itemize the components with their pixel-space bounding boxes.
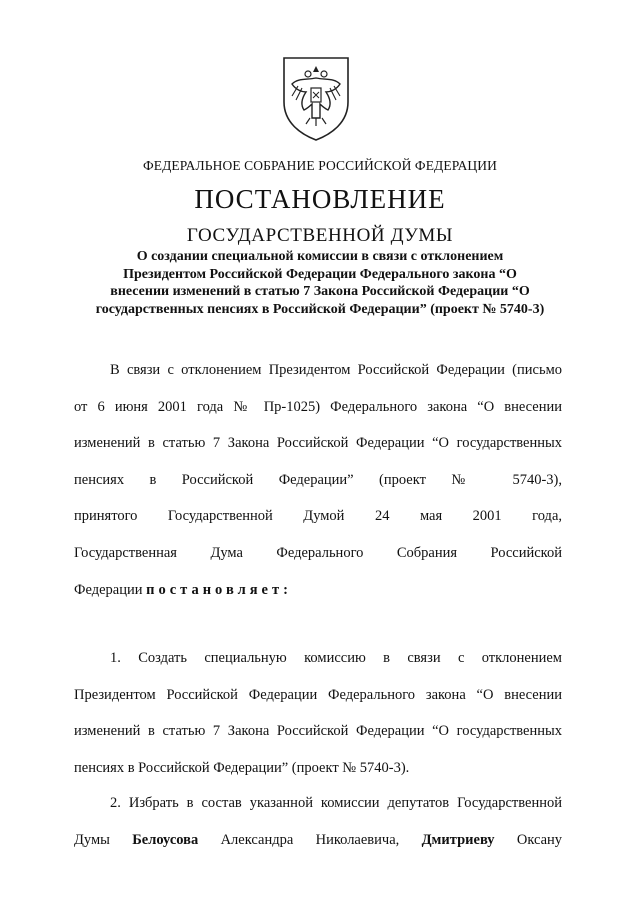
document-subtitle: ГОСУДАРСТВЕННОЙ ДУМЫ [186,225,454,246]
preamble-line: Государственная Дума Федерального Собрания Российской [74,544,562,561]
item-1-paragraph [74,640,562,786]
preamble-line: изменений в статью 7 Закона Российской Федерации “О государственных [74,435,562,452]
document-title: ПОСТАНОВЛЕНИЕ [194,184,446,214]
deputy-surname: Дмитриеву [421,831,495,848]
preamble-last-line [74,572,562,609]
item-1-line: 1. Создать специальную комиссию в связи с отклонением [110,650,562,666]
preamble-last-prefix: Федерации [74,581,147,598]
resolution-verb: постановляет: [146,581,292,598]
item-1-line: пенсиях в Российской Федерации” (проект № 5740-3). [74,759,410,776]
subject-line: О создании специальной комиссии в связи с отклонением [136,249,504,264]
preamble-paragraph [74,352,562,608]
item-2-word: Думы [74,831,110,848]
item-1-line: Президентом Российской Федерации Федерального закона “О внесении [74,686,562,703]
deputy-patronymic: Николаевича, [315,831,400,848]
document-subject [70,248,570,318]
item-1-line: изменений в статью 7 Закона Российской Федерации “О государственных [74,723,562,740]
preamble-line: пенсиях в Российской Федерации” (проект № 5740-3), [74,471,562,488]
subject-line: государственных пенсиях в Российской Федерации” (проект № 5740-3) [95,301,545,317]
deputy-surname: Белоусова [132,831,199,848]
item-2-paragraph [74,785,562,858]
preamble-line: принятого Государственной Думой 24 мая 2001 года, [74,508,562,525]
preamble-line: от 6 июня 2001 года № Пр-1025) Федерального закона “О внесении [74,398,562,415]
subject-line: внесении изменений в статью 7 Закона Российской Федерации “О [110,284,530,299]
subject-line: Президентом Российской Федерации Федерального закона “О [123,266,517,282]
item-2-line [74,822,562,859]
preamble-line: В связи с отклонением Президентом Российской Федерации (письмо [110,362,562,378]
item-2-line: 2. Избрать в состав указанной комиссии депутатов Государственной [110,795,562,811]
state-emblem-icon [276,52,356,142]
organization-name: ФЕДЕРАЛЬНОЕ СОБРАНИЕ РОССИЙСКОЙ ФЕДЕРАЦИИ [143,158,497,173]
deputy-given-name: Александра [220,831,294,848]
deputy-given-name: Оксану [516,831,563,848]
